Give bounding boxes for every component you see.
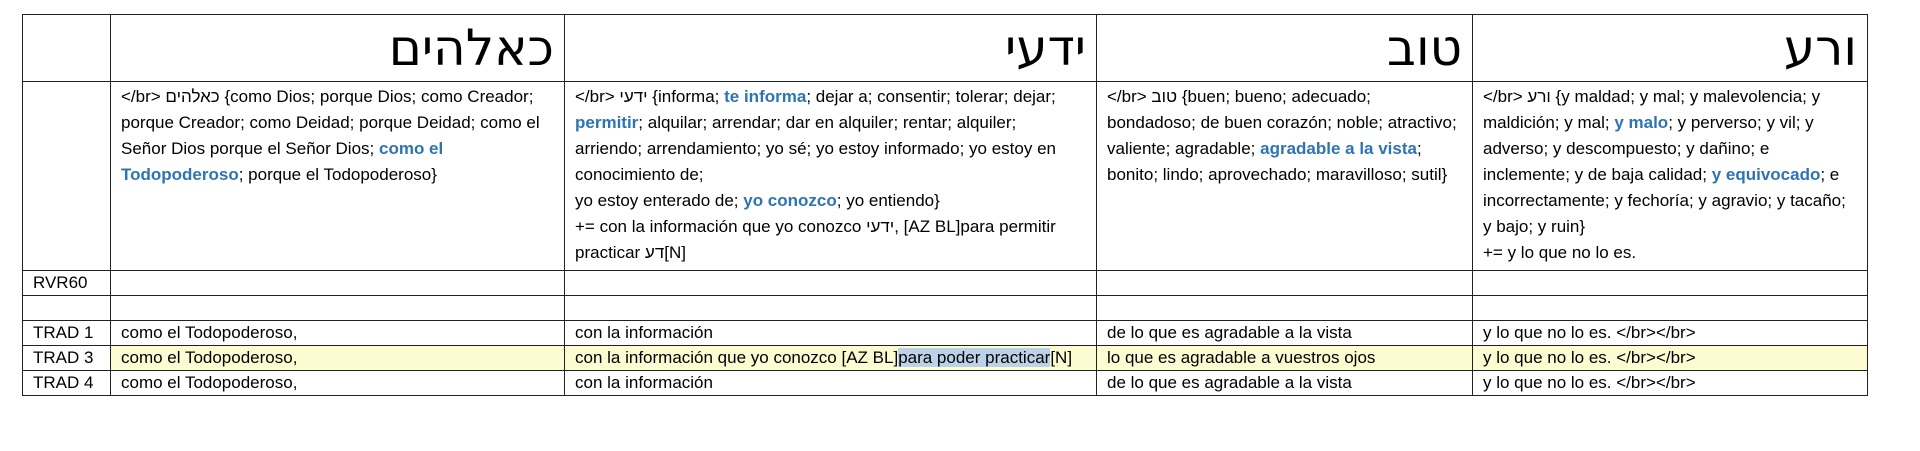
header-cell-tov[interactable]: טוב: [1097, 15, 1473, 82]
cell-text: con la información que yo conozco [AZ BL]: [575, 348, 899, 367]
table-cell[interactable]: como el Todopoderoso,: [111, 321, 565, 346]
row-label-trad3[interactable]: TRAD 3: [23, 346, 111, 371]
definition-cell-tov[interactable]: [1097, 82, 1473, 271]
definition-text: </br> ידעי {informa;: [575, 87, 725, 106]
definition-text: ; y perverso; y vil; y adverso; y descompuesto; y dañino; e inclemente; y de baja calidad;: [1483, 113, 1814, 184]
emphasized-term: permitir: [575, 113, 639, 132]
table-row-rvr60: [23, 271, 1868, 296]
emphasized-term: y equivocado: [1711, 165, 1821, 184]
definition-label-cell[interactable]: [23, 82, 111, 271]
emphasized-term: como el Todopoderoso: [121, 139, 444, 184]
table-cell[interactable]: [1097, 296, 1473, 321]
definition-text: ; yo entiendo}: [836, 191, 940, 210]
definition-cell-yodei[interactable]: [565, 82, 1097, 271]
table-cell[interactable]: como el Todopoderoso,: [111, 371, 565, 396]
table-cell-with-selection[interactable]: [565, 346, 1097, 371]
emphasized-term: yo conozco: [743, 191, 837, 210]
table-cell[interactable]: y lo que no lo es. </br></br>: [1473, 371, 1868, 396]
row-label-trad1[interactable]: TRAD 1: [23, 321, 111, 346]
row-label-rvr60[interactable]: RVR60: [23, 271, 111, 296]
table-cell[interactable]: de lo que es agradable a la vista: [1097, 371, 1473, 396]
definition-text: += y lo que no lo es.: [1483, 243, 1637, 262]
table-cell[interactable]: [1473, 296, 1868, 321]
table-cell[interactable]: de lo que es agradable a la vista: [1097, 321, 1473, 346]
row-label-trad4[interactable]: TRAD 4: [23, 371, 111, 396]
header-row: [23, 15, 1868, 82]
definition-text: </br> כאלהים {como Dios; porque Dios; como Creador; porque Creador; como Deidad; porque Deidad; como el Señor Dios porque el Señor Dios;: [121, 87, 540, 158]
definitions-row: [23, 82, 1868, 271]
definition-text: ; bonito; lindo; aprovechado; maravilloso; sutil}: [1107, 139, 1448, 184]
emphasized-term: te informa: [724, 87, 807, 106]
table-row-trad3: [23, 346, 1868, 371]
table-cell[interactable]: [1097, 271, 1473, 296]
table-row-blank: [23, 296, 1868, 321]
table-cell[interactable]: y lo que no lo es. </br></br>: [1473, 321, 1868, 346]
definition-text: ; dejar a; consentir; tolerar; dejar;: [806, 87, 1056, 106]
definition-text: yo estoy enterado de;: [575, 191, 744, 210]
definition-text: ; alquilar; arrendar; dar en alquiler; rentar; alquiler; arriendo; arrendamiento; yo sé; yo estoy informado; yo estoy en conocimiento de;: [575, 113, 1056, 184]
emphasized-term: y malo: [1614, 113, 1669, 132]
table-cell[interactable]: lo que es agradable a vuestros ojos: [1097, 346, 1473, 371]
definition-text: ; porque el Todopoderoso}: [238, 165, 437, 184]
table-cell[interactable]: [111, 271, 565, 296]
definition-cell-kelohim[interactable]: [111, 82, 565, 271]
translation-table: [22, 14, 1868, 396]
table-cell[interactable]: [1473, 271, 1868, 296]
definition-cell-vara[interactable]: [1473, 82, 1868, 271]
table-cell[interactable]: como el Todopoderoso,: [111, 346, 565, 371]
definition-text: ; e incorrectamente; y fechoría; y agravio; y tacaño; y bajo; y ruin}: [1483, 165, 1846, 236]
definition-text: </br> ורע {y maldad; y mal; y malevolencia; y maldición; y mal;: [1483, 87, 1821, 132]
header-cell-empty[interactable]: [23, 15, 111, 82]
table-cell[interactable]: [565, 296, 1097, 321]
table-cell[interactable]: con la información: [565, 371, 1097, 396]
header-cell-vara[interactable]: ורע: [1473, 15, 1868, 82]
table-cell[interactable]: [565, 271, 1097, 296]
header-cell-yodei[interactable]: ידעי: [565, 15, 1097, 82]
table-row-trad1: [23, 321, 1868, 346]
table-row-trad4: [23, 371, 1868, 396]
definition-text: += con la información que yo conozco ידעי, [AZ BL]para permitir practicar דע[N]: [575, 217, 1056, 262]
definition-text: </br> טוב {buen; bueno; adecuado; bondadoso; de buen corazón; noble; atractivo; valiente; agradable;: [1107, 87, 1457, 158]
header-cell-kelohim[interactable]: כאלהים: [111, 15, 565, 82]
selected-text[interactable]: para poder practicar: [898, 348, 1051, 367]
table-cell[interactable]: y lo que no lo es. </br></br>: [1473, 346, 1868, 371]
cell-text: [N]: [1050, 348, 1073, 367]
table-cell[interactable]: [111, 296, 565, 321]
emphasized-term: agradable a la vista: [1260, 139, 1417, 158]
row-label-blank[interactable]: [23, 296, 111, 321]
table-cell[interactable]: con la información: [565, 321, 1097, 346]
